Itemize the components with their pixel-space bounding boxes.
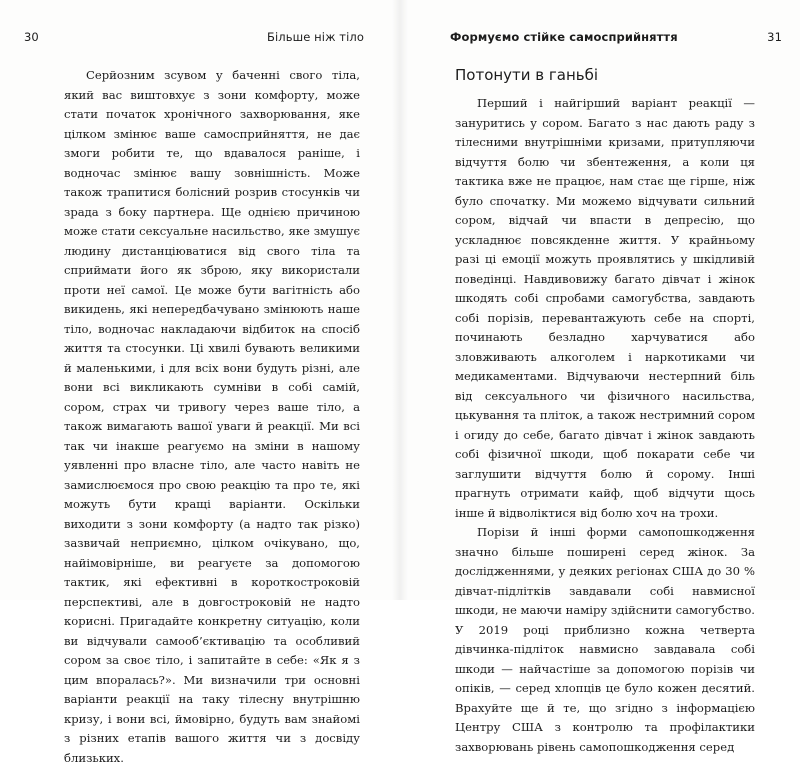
running-head-right: Формуємо стійке самосприйняття [450,30,678,44]
body-text-right [455,94,755,757]
page-number-left: 30 [24,30,39,44]
running-head-left: Більше ніж тіло [267,30,364,44]
body-text-left [64,66,360,768]
page-gutter [392,0,408,600]
left-page [0,0,400,765]
section-title: Потонути в ганьбі [455,66,599,84]
page-number-right: 31 [767,30,782,44]
paragraph: Серйозним зсувом у баченні свого тіла, який вас виштовхує з зони комфорту, може стати початок хронічного захворювання, яке цілком змінює ваше самосприйняття, не дає змоги робити те, що вдавалося раніше, і водночас змінює вашу зовнішність. Може також трапитися болісний розрив стосунків чи зрада з боку партнера. Ще однією причиною може стати сексуальне насильство, яке змушує людину дистанціюватися від свого тіла та сприймати його як зброю, яку використали проти неї самої. Це може бути вагітність або викидень, які непередбачувано змінюють наше тіло, водночас накладаючи відбиток на спосіб життя та стосунки. Ці хвилі бувають великими й маленькими, і для всіх вони будуть різні, але вони всі викликають сумніви в собі самій, сором, страх чи тривогу через ваше тіло, а також вимагають вашої уваги й реакції. Ми всі так чи інакше реагуємо на зміни в нашому уявленні про власне тіло, але часто навіть не замислюємося про свою реакцію та про те, які можуть бути кращі варіанти. Оскільки виходити з зони комфорту (а надто так різко) зазвичай неприємно, цілком очікувано, що, найімовірніше, ви реагуєте за допомогою тактик, які ефективні в короткостроковій перспективі, але в довгостроковій не надто корисні. Пригадайте конкретну ситуацію, коли ви відчували самооб’єктивацію та особливий сором за своє тіло, і запитайте в себе: «Як я з цим впоралась?». Ми визначили три основні варіанти реакції на таку тілесну внутрішню кризу, і вони всі, ймовірно, будуть вам знайомі з різних етапів вашого життя чи з досвіду близьких. [64,68,360,765]
paragraph: Порізи й інші форми самопошкодження значно більше поширені серед жінок. За дослідженнями, у деяких регіонах США до 30 % дівчат-підлітків завдавали собі навмисної шкоди, не маючи наміру здійснити самогубство. У 2019 році приблизно кожна четверта дівчинка-підліток навмисно завдавала собі шкоди — найчастіше за допомогою порізів чи опіків, — серед хлопців це було кожен десятий. Врахуйте ще й те, що згідно з інформацією Центру США з контролю та профілактики захворювань рівень самопошкодження серед [455,525,755,754]
paragraph: Перший і найгірший варіант реакції — зануритись у сором. Багато з нас дають раду з тілесними внутрішніми кризами, притупляючи відчуття болю чи збентеження, а коли ця тактика вже не працює, нам стає ще гірше, ніж було спочатку. Ми можемо відчувати сильний сором, відчай чи впасти в депресію, що ускладнює повсякденне життя. У крайньому разі ці емоції можуть проявлятись у шкідливій поведінці. Навдивовижу багато дівчат і жінок шкодять собі спробами самогубства, завдають собі порізів, перевантажують себе на спорті, починають безладно харчуватися або зловживають алкоголем і наркотиками чи медикаментами. Відчуваючи нестерпний біль від сексуального чи фізичного насильства, цькування та пліток, а також нестримний сором і огиду до себе, багато дівчат і жінок завдають собі фізичної шкоди, щоб покарати себе чи заглушити відчуття болю й сорому. Інші прагнуть отримати кайф, щоб відчути щось інше й відволіктися від болю хоч на трохи. [455,96,755,520]
right-page [400,0,800,754]
